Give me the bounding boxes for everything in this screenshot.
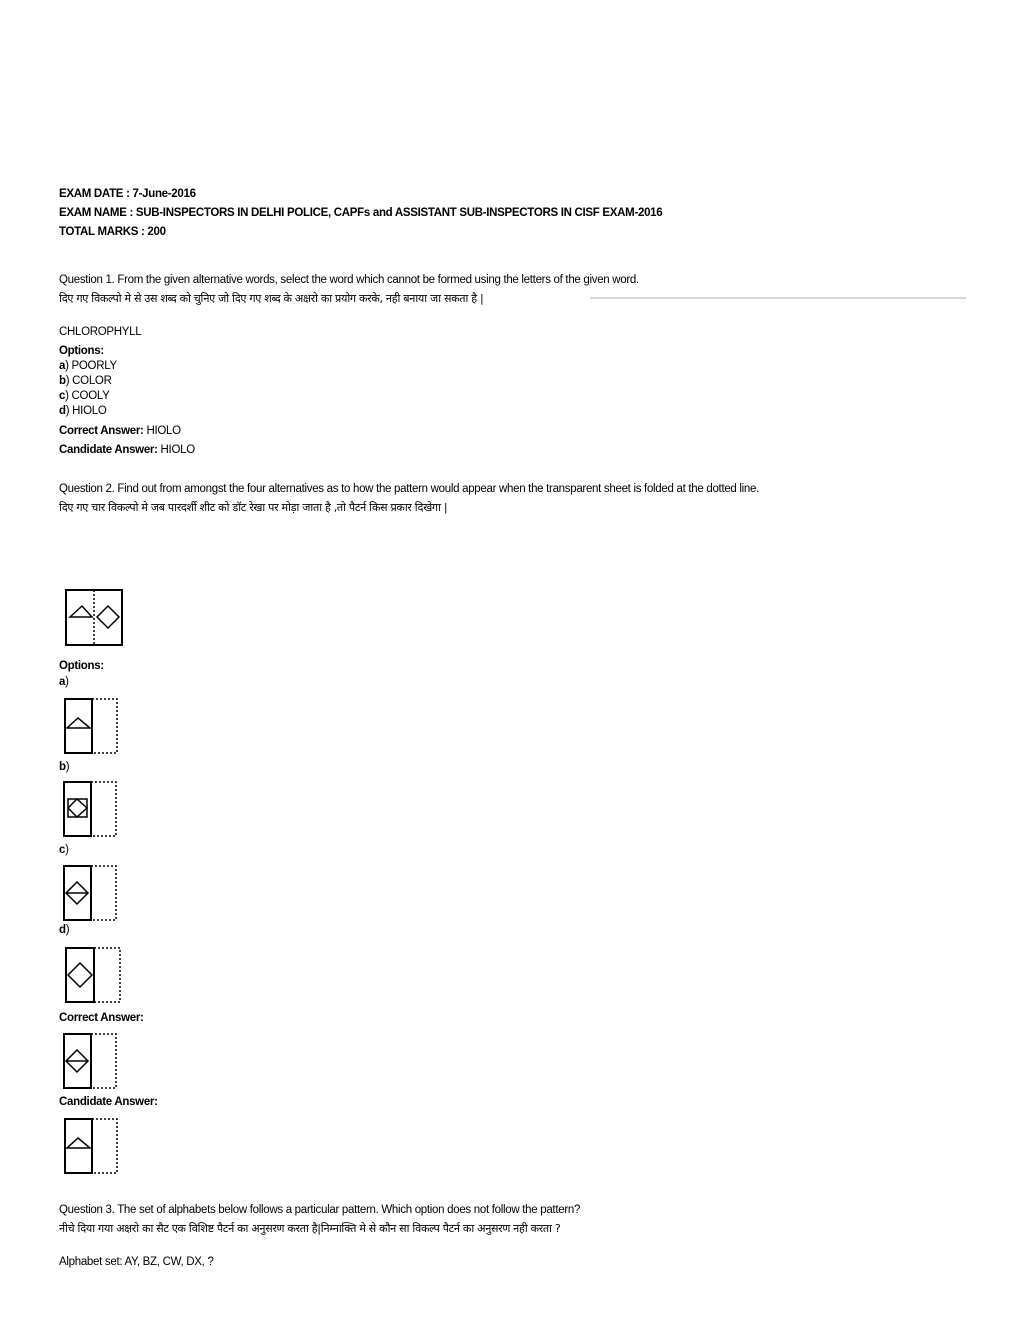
q1-correct-answer: Correct Answer: HIOLO [59, 425, 181, 437]
q2-option-d-label: d) [59, 924, 70, 936]
q2-text: Question 2. Find out from amongst the four alternatives as to how the pattern would appear when the transparent sheet is folded at the dotted line. [59, 483, 760, 495]
exam-name: EXAM NAME : SUB-INSPECTORS IN DELHI POLICE, CAPFs and ASSISTANT SUB-INSPECTORS IN CISF EXAM-2016 [59, 207, 663, 219]
q2-text-hindi: दिए गए चार विकल्पो मे जब पारदर्शी शीट को डॉट रेखा पर मोड़ा जाता है ,तो पैटर्न किस प्रकार दिखेगा | [59, 501, 448, 514]
q1-option-d: d) HIOLO [59, 405, 107, 417]
q2-option-b-label: b) [59, 761, 70, 773]
q2-option-a-label: a) [59, 676, 69, 688]
exam-date: EXAM DATE : 7-June-2016 [59, 188, 196, 200]
q1-options-label: Options: [59, 345, 104, 357]
q2-options-label: Options: [59, 660, 104, 672]
q1-option-a: a) POORLY [59, 360, 117, 372]
q1-word: CHLOROPHYLL [59, 326, 142, 338]
q1-option-c: c) COOLY [59, 390, 110, 402]
q2-option-d-figure[interactable] [64, 946, 124, 1004]
q3-alphabet-set: Alphabet set: AY, BZ, CW, DX, ? [59, 1256, 214, 1268]
q2-candidate-answer-label: Candidate Answer: [59, 1096, 158, 1108]
q3-text: Question 3. The set of alphabets below follows a particular pattern. Which option does not follow the pattern? [59, 1204, 581, 1216]
q3-text-hindi: नीचे दिया गया अक्षरो का सैट एक विशिष्ट पैटर्न का अनुसरण करता है|निम्नाक्ति मे से कौन सा विकल्प पैटर्न का अनुसरण नही करता ? [59, 1222, 561, 1235]
q2-candidate-answer-figure [63, 1117, 121, 1175]
q2-option-a-figure[interactable] [63, 697, 121, 755]
q2-option-c-figure[interactable] [62, 864, 120, 922]
total-marks: TOTAL MARKS : 200 [59, 226, 166, 238]
q2-correct-answer-label: Correct Answer: [59, 1012, 144, 1024]
divider [590, 297, 966, 299]
q1-candidate-answer: Candidate Answer: HIOLO [59, 444, 195, 456]
q2-option-c-label: c) [59, 844, 69, 856]
q2-option-b-figure[interactable] [62, 780, 120, 838]
q2-correct-answer-figure [62, 1032, 120, 1090]
q1-text: Question 1. From the given alternative words, select the word which cannot be formed using the letters of the given word. [59, 274, 639, 286]
q1-option-b: b) COLOR [59, 375, 112, 387]
q1-text-hindi: दिए गए विकल्पो मे से उस शब्द को चुनिए जो दिए गए शब्द के अक्षरो का प्रयोग करके, नही बनाया जा सकता है | [59, 292, 484, 305]
q2-question-figure [64, 588, 124, 648]
